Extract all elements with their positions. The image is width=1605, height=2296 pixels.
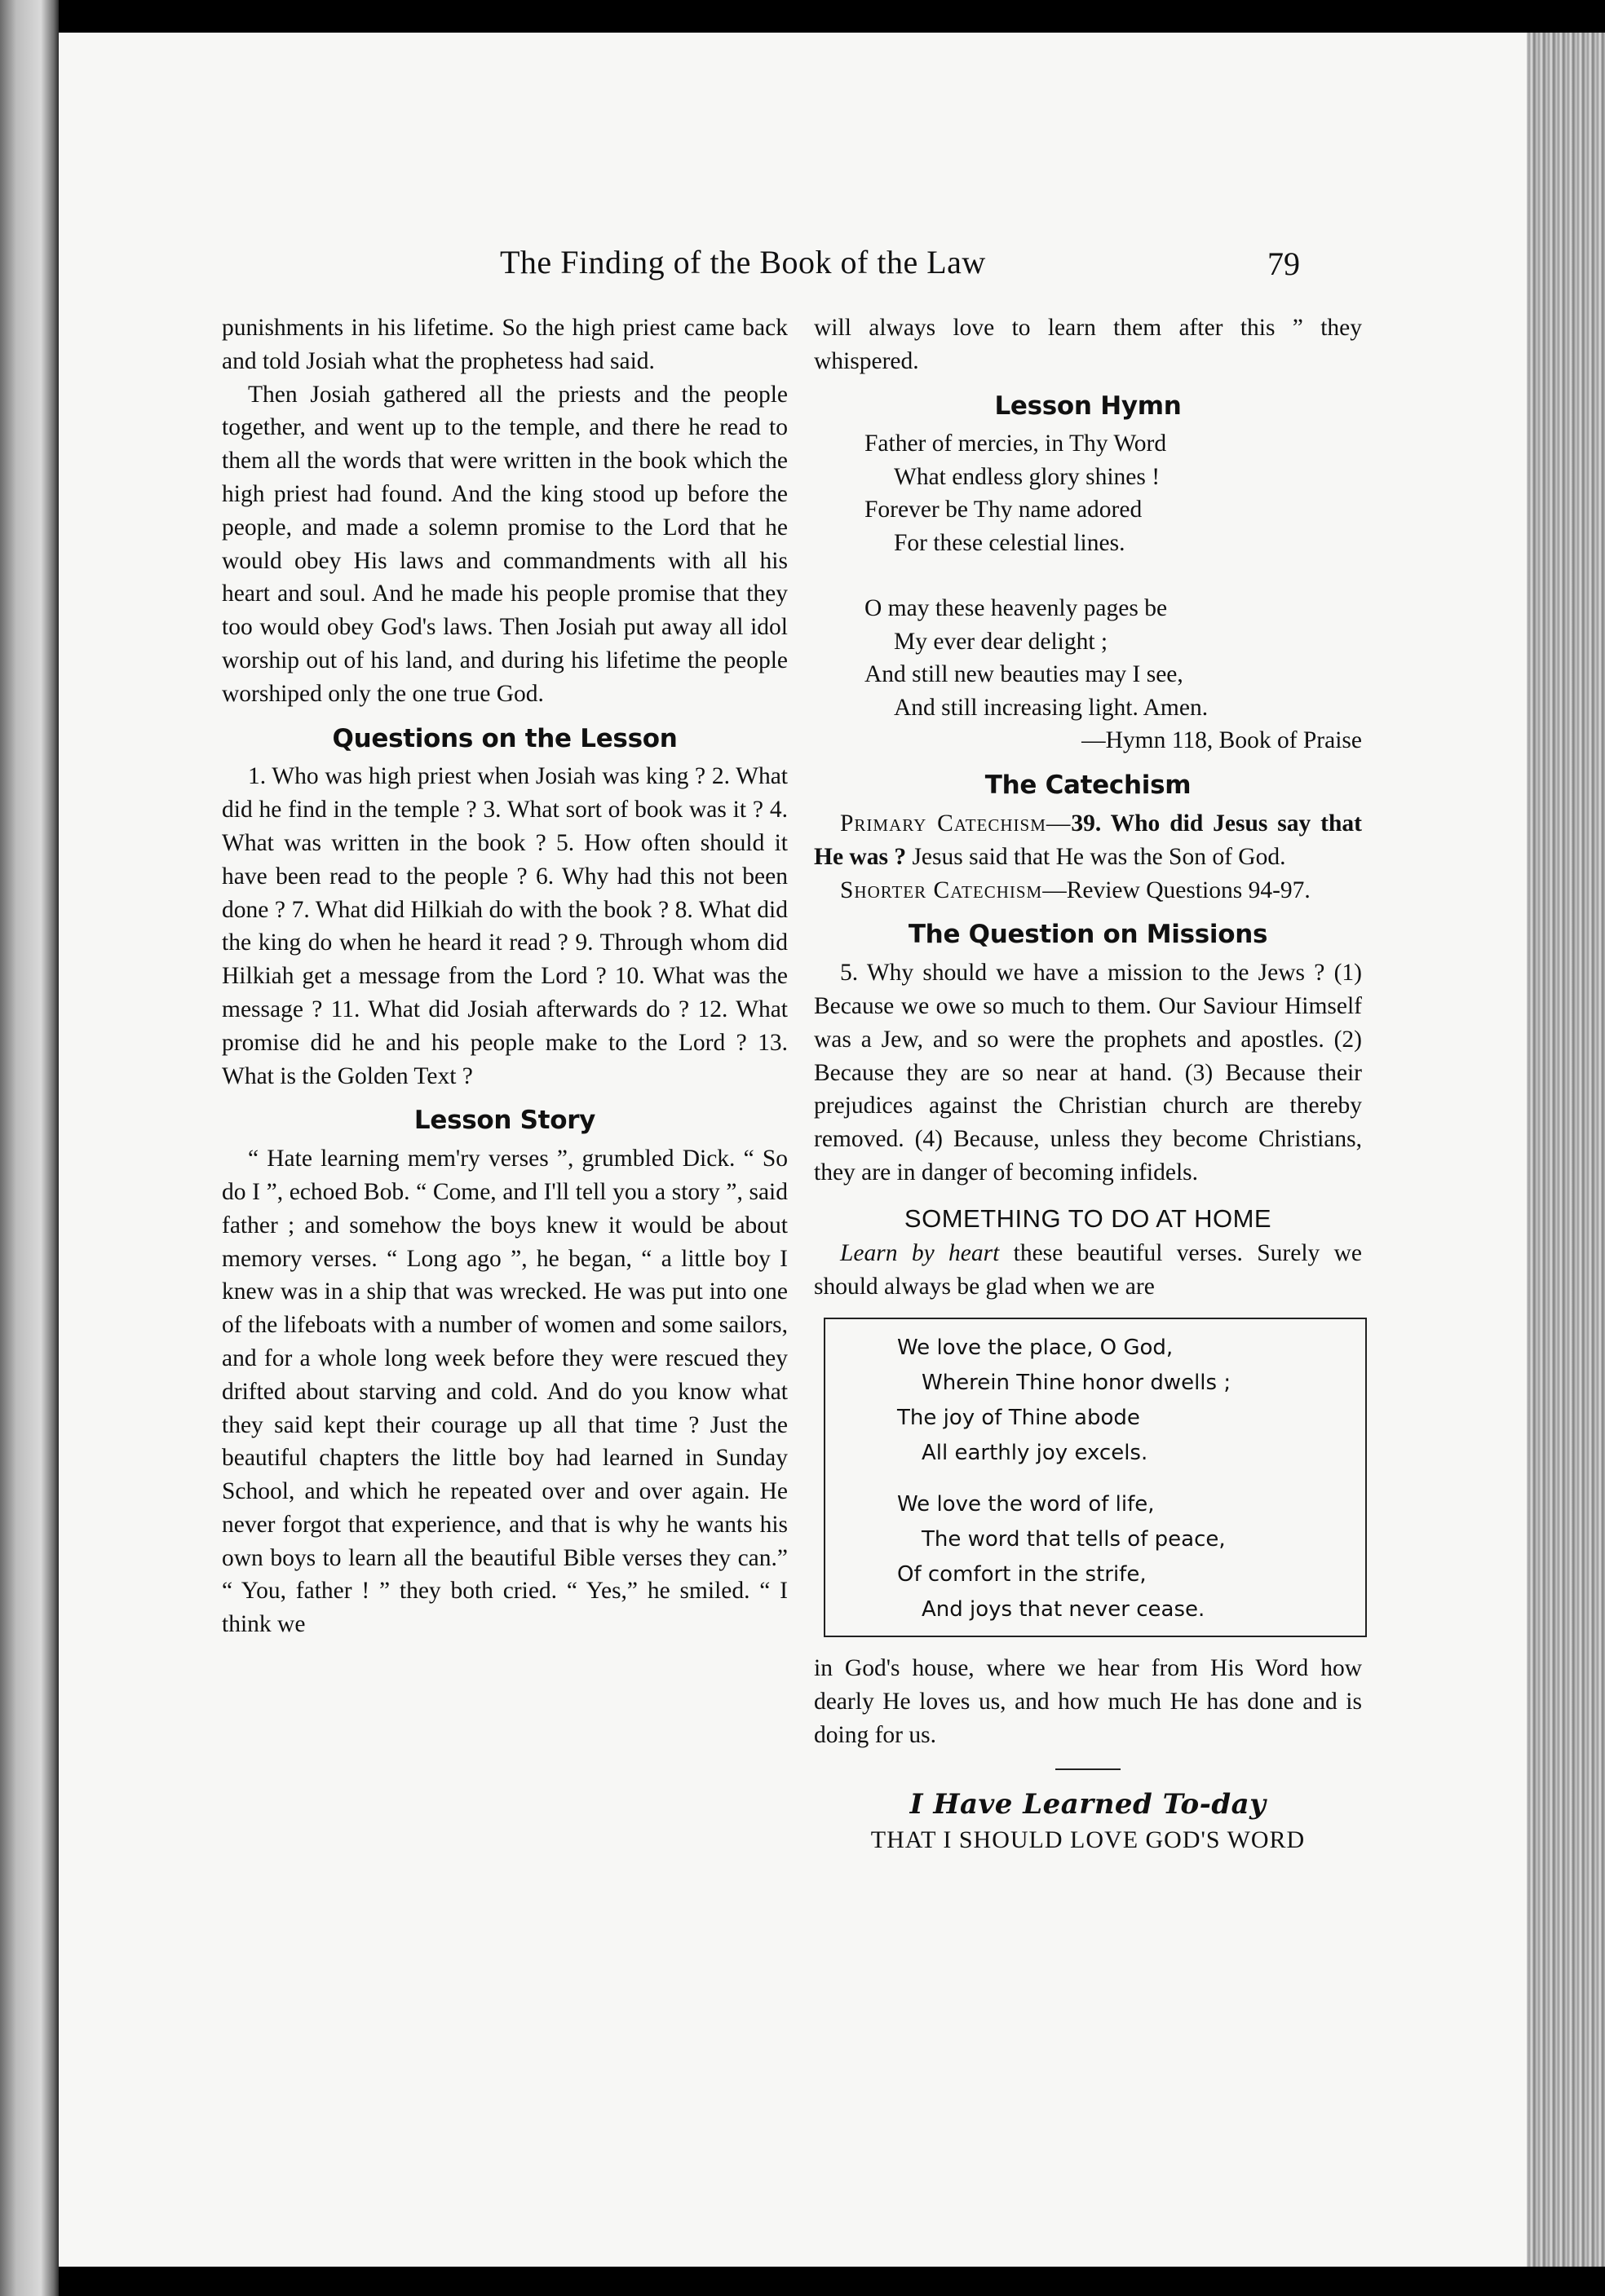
questions-text: 1. Who was high priest when Josiah was king ? 2. What did he find in the temple ? 3. What sort of book was it ? 4. What was written in the book ? 5. How often should it have been read to the people ? 6. Why had this not been done ? 7. What did Hilkiah do with the book ? 8. What did the king do when he heard it read ? 9. Through whom did Hilkiah get a message from the Lord ? 10. What was the message ? 11. What did Josiah afterwards do ? 12. What promise did he and his people make to the Lord ? 13. What is the Golden Text ? [222, 763, 788, 1089]
primary-catechism: Primary Catechism—39. Who did Jesus say that He was ? Jesus said that He was the Son of God. [814, 810, 1362, 870]
questions-heading: Questions on the Lesson [332, 723, 678, 753]
missions-text: 5. Why should we have a mission to the Jews ? (1) Because we owe so much to them. Our Saviour Himself was a Jew, and so were the prophets and apostles. (2) Because they are so near at hand. (3) Because their prejudices against the Christian church are thereby removed. (4) Because, unless they become Christians, they are in danger of becoming infidels. [814, 960, 1362, 1186]
lesson-story-heading: Lesson Story [413, 1106, 596, 1136]
memory-verse-box: We love the place, O God, Wherein Thine honor dwells ; The joy of Thine abode All earthly joy excels. We love the word of life, The word that tells of peace, Of comfort in the strife, And joys that never cease. [824, 1318, 1367, 1637]
left-column [222, 311, 788, 1641]
paragraph-continued: punishments in his lifetime. So the high priest came back and told Josiah what the prophetess had said. [222, 315, 788, 374]
learned-today-heading: I Have Learned To-day [909, 1787, 1267, 1821]
page-edges [1527, 33, 1605, 2267]
home-heading: SOMETHING TO DO AT HOME [904, 1203, 1272, 1233]
catechism-heading: The Catechism [984, 770, 1192, 801]
right-column [814, 311, 1362, 1858]
shorter-catechism: Shorter Catechism—Review Questions 94-97. [840, 876, 1311, 903]
lesson-story-text: “ Hate learning mem'ry verses ”, grumbled Dick. “ So do I ”, echoed Bob. “ Come, and I'll tell you a story ”, said father ; and somehow the boys knew it would be about memory verses. “ Long ago ”, he began, “ a little boy I knew was in a ship that was wrecked. He was put into one of the lifeboats with a number of women and some sailors, and for a whole long week before they were rescued they drifted about starving and cold. And do you know what they said kept their courage up all that time ? Just the beautiful chapters the little boy had learned in Sunday School, and which he repeated over and over again. He never forgot that experience, and that is why he wants his own boys to learn all the beautiful Bible verses they can.” “ You, father ! ” they both cried. “ Yes,” he smiled. “ I think we [222, 1146, 788, 1638]
page-number: 79 [1267, 245, 1300, 282]
learned-today-text: THAT I SHOULD LOVE GOD'S WORD [870, 1826, 1306, 1853]
paragraph-josiah: Then Josiah gathered all the priests and the people together, and went up to the temple, and there he read to them all the words that were written in the book which the high priest had found. And the king stood up before the people, and made a solemn promise to the Lord that he would obey His laws and commandments with all his heart and soul. And he made his people promise that they too would obey God's laws. Then Josiah put away all idol worship out of his land, and during his lifetime the people worshiped only the one true God. [222, 381, 788, 707]
hymn-stanza-2: O may these heavenly pages be My ever dear delight ; And still new beauties may I see, And still increasing light. Amen. [864, 595, 1209, 721]
section-divider [1055, 1768, 1121, 1770]
hymn-citation: —Hymn 118, Book of Praise [1081, 727, 1362, 754]
after-poem-text: in God's house, where we hear from His Word how dearly He loves us, and how much He has done and is doing for us. [814, 1655, 1362, 1748]
story-continued: will always love to learn them after this ” they whispered. [814, 315, 1362, 374]
running-header: The Finding of the Book of the Law [500, 244, 986, 280]
lesson-hymn-heading: Lesson Hymn [994, 391, 1182, 421]
book-gutter [0, 0, 59, 2296]
missions-heading: The Question on Missions [908, 920, 1268, 950]
home-text: Learn by heart these beautiful verses. Surely we should always be glad when we are [814, 1239, 1363, 1300]
hymn-stanza-1: Father of mercies, in Thy Word What endless glory shines ! Forever be Thy name adored For these celestial lines. [864, 430, 1167, 556]
